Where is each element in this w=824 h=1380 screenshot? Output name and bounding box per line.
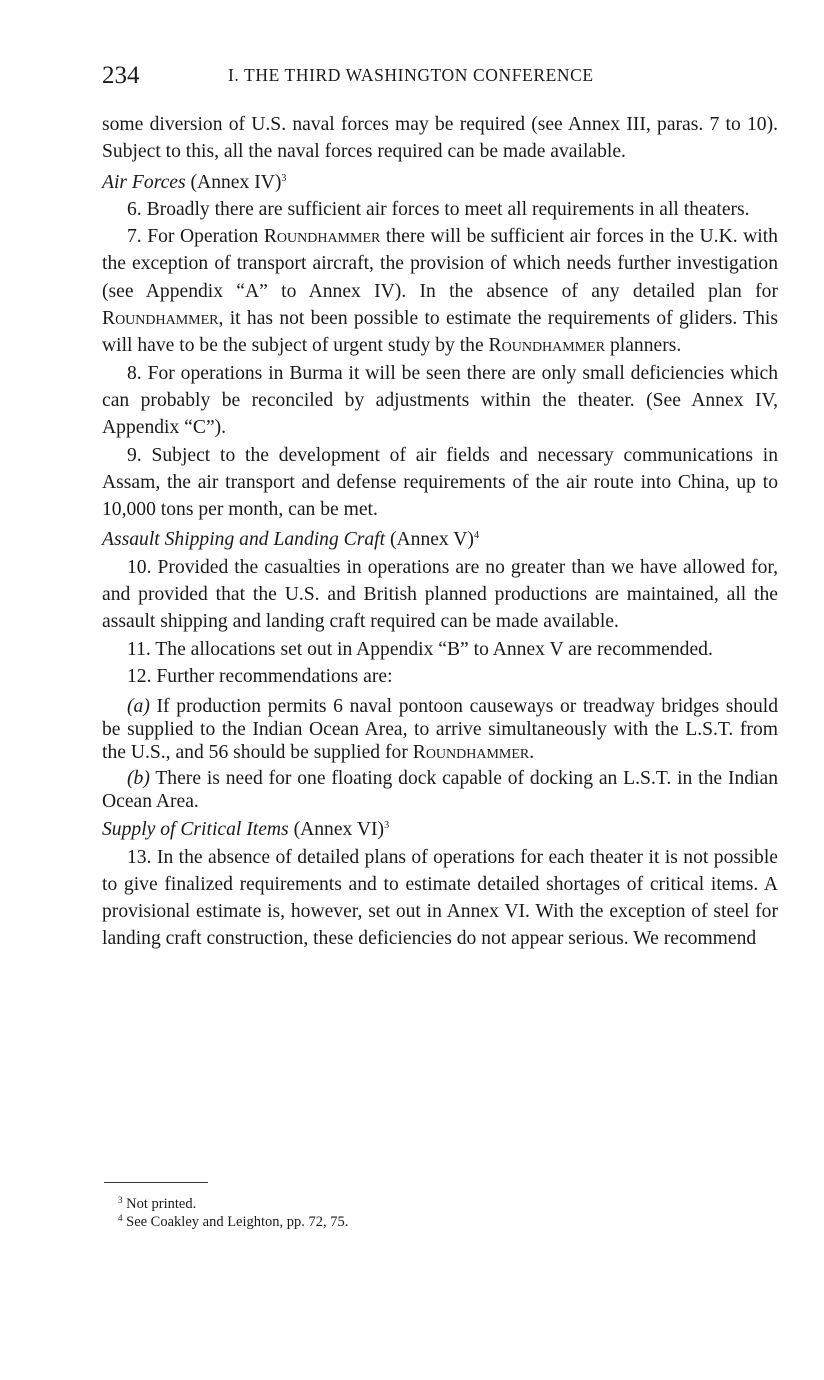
- paragraph-continued: some diversion of U.S. naval forces may be required (see Annex III, paras. 7 to 10). Subject to this, all the naval forces required can be made available.: [102, 114, 778, 163]
- paragraph-9: 9. Subject to the development of air fields and necessary communications in Assam, the air transport and defense requirements of the air route into China, up to 10,000 tons per month, can be met.: [102, 444, 778, 521]
- paragraph-12a: [102, 695, 778, 764]
- paragraph-10: 10. Provided the casualties in operations are no greater than we have allowed for, and provided that the U.S. and British planned productions are maintained, all the assault shipping and landing craft required can be made available.: [102, 556, 778, 633]
- text-run: 7. For Operation: [127, 226, 264, 248]
- operation-name: Roundhammer: [102, 308, 219, 330]
- footnote-text: Not printed.: [126, 1196, 197, 1212]
- footnotes: [118, 1195, 348, 1231]
- paragraph-11: 11. The allocations set out in Appendix “B” to Annex V are recommended.: [127, 638, 713, 660]
- paragraph-8: 8. For operations in Burma it will be seen there are only small deficiencies which can probably be reconciled by adjustments within the theater. (See Annex IV, Appendix “C”).: [102, 362, 778, 439]
- footnote-mark: 4: [118, 1213, 123, 1223]
- heading-annex: (Annex V): [389, 529, 474, 551]
- section-heading-supply: [102, 816, 778, 843]
- heading-title: Air Forces: [102, 171, 186, 193]
- heading-title: Supply of Critical Items: [102, 819, 289, 841]
- footnote: [118, 1213, 348, 1231]
- paragraph-6: 6. Broadly there are sufficient air forces to meet all requirements in all theaters.: [127, 198, 750, 220]
- page-number: 234: [102, 62, 140, 89]
- item-label: (a): [127, 696, 150, 718]
- footnote-ref: 4: [473, 530, 479, 542]
- operation-name: Roundhammer: [488, 335, 606, 357]
- paragraph-13: 13. In the absence of detailed plans of operations for each theater it is not possible to give finalized requirements and to estimate detailed shortages of critical items. A provisional estimate is, however, set out in Annex VI. With the exception of steel for landing craft construction, these deficiencies do not appear serious. We recommend: [102, 846, 778, 950]
- text-run: There is need for one floating dock capable of docking an L.S.T. in the Indian Ocean Area.: [102, 768, 778, 813]
- footnote: [118, 1195, 348, 1213]
- page-header: [102, 62, 778, 94]
- heading-annex: (Annex IV): [190, 171, 282, 193]
- running-head: I. THE THIRD WASHINGTON CONFERENCE: [228, 65, 594, 85]
- operation-name: Roundhammer: [263, 226, 381, 248]
- text-run: there will be sufficient air forces in the U.K. with the exception of transport aircraft, the provision of which needs further investigation (see Appendix “A” to Annex IV). In the absence of any detailed plan for: [102, 226, 778, 302]
- section-heading-assault-shipping: [102, 526, 778, 553]
- text-run: .: [529, 742, 535, 764]
- paragraph-7: [102, 223, 778, 359]
- footnote-divider: [104, 1182, 208, 1183]
- document-body: [102, 111, 778, 953]
- paragraph-12b: [102, 767, 778, 813]
- item-label: (b): [127, 768, 150, 790]
- text-run: If production permits 6 naval pontoon causeways or treadway bridges should be supplied to the Indian Ocean Area, to arrive simultaneously with the L.S.T. from the U.S., and 56 should be supplied for: [102, 696, 778, 764]
- text-run: , it has not been possible to estimate the requirements of gliders. This will have to be the subject of urgent study by the: [102, 308, 778, 357]
- footnote-ref: 3: [384, 820, 390, 832]
- paragraph-12: 12. Further recommendations are:: [127, 665, 393, 687]
- footnote-mark: 3: [118, 1195, 123, 1205]
- footnote-text: See Coakley and Leighton, pp. 72, 75.: [126, 1214, 349, 1230]
- heading-title: Assault Shipping and Landing Craft: [102, 529, 386, 551]
- operation-name: Roundhammer: [412, 742, 530, 764]
- heading-annex: (Annex VI): [293, 819, 385, 841]
- footnote-ref: 3: [281, 172, 287, 184]
- text-run: planners.: [605, 335, 682, 357]
- section-heading-air-forces: [102, 169, 778, 196]
